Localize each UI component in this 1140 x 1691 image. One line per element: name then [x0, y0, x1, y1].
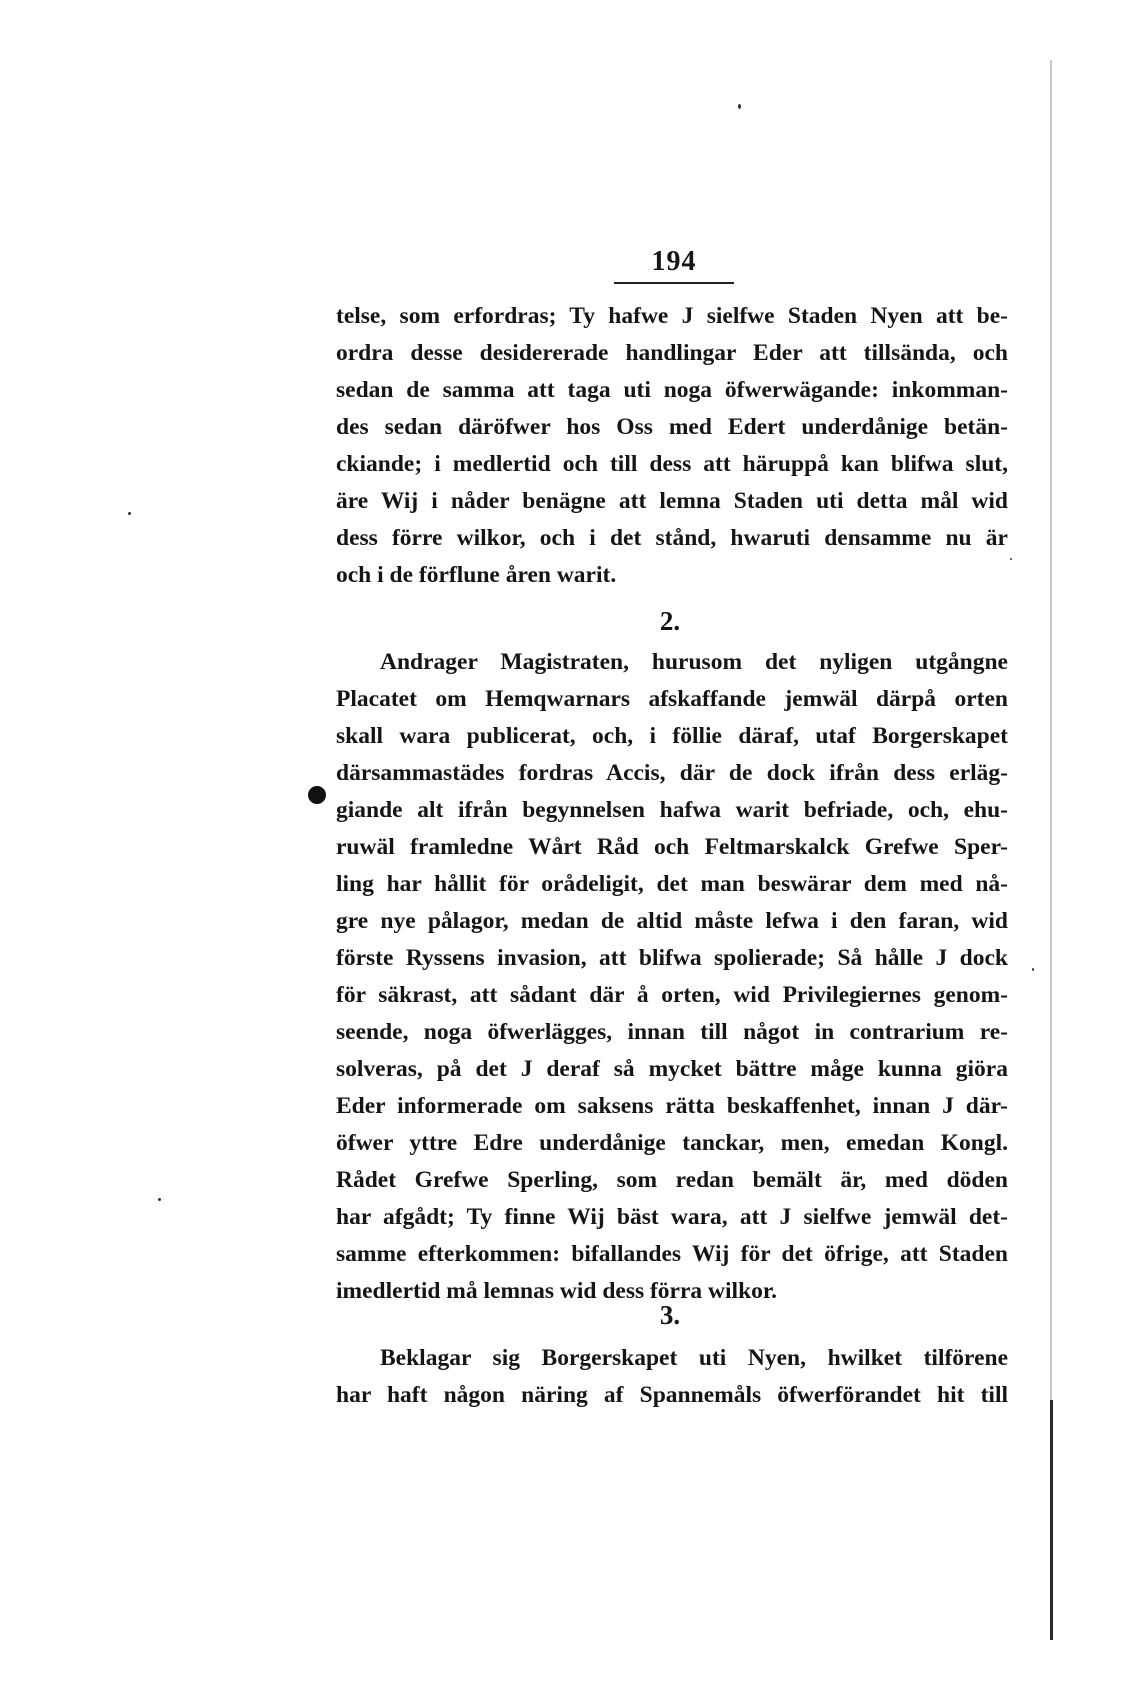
- text-line: ordra desse desidererade handlingar Eder att tillsända, och: [336, 340, 1008, 366]
- text-line: imedlertid må lemnas wid dess förra wilkor.: [336, 1278, 778, 1304]
- section-2-paragraph: [336, 644, 1008, 1310]
- text-line: gre nye pålagor, medan de altid måste lefwa i den faran, wid: [336, 908, 1008, 934]
- scan-speck: [738, 104, 741, 109]
- text-line: ruwäl framledne Wårt Råd och Feltmarskalck Grefwe Sper-: [336, 834, 1008, 860]
- text-line: Beklagar sig Borgerskapet uti Nyen, hwilket tilförene: [380, 1345, 1008, 1371]
- text-line: seende, noga öfwerlägges, innan till något in contrarium re-: [336, 1019, 1008, 1045]
- text-line: därsammastädes fordras Accis, där de dock ifrån dess erläg-: [336, 760, 1008, 786]
- text-line: Placatet om Hemqwarnars afskaffande jemwäl därpå orten: [336, 686, 1008, 712]
- text-line: dess förre wilkor, och i det stånd, hwaruti densamme nu är: [336, 525, 1008, 551]
- scan-speck: [128, 512, 131, 515]
- text-line: har haft någon näring af Spannemåls öfwerförandet hit till: [336, 1382, 1008, 1408]
- text-line: ckiande; i medlertid och till dess att häruppå kan blifwa slut,: [336, 451, 1008, 477]
- text-line: solveras, på det J deraf så mycket bättre måge kunna giöra: [336, 1056, 1008, 1082]
- text-line: äre Wij i nåder benägne att lemna Staden uti detta mål wid: [336, 488, 1008, 514]
- text-line: telse, som erfordras; Ty hafwe J sielfwe Staden Nyen att be-: [336, 303, 1008, 329]
- scan-speck: [158, 1198, 161, 1201]
- text-line: har afgådt; Ty finne Wij bäst wara, att J sielfwe jemwäl det-: [336, 1204, 1008, 1230]
- section-number-2: 2.: [659, 606, 681, 636]
- text-line: förste Ryssens invasion, att blifwa spolierade; Så hålle J dock: [336, 945, 1008, 971]
- header-rule: [614, 282, 734, 284]
- text-line: öfwer yttre Edre underdånige tanckar, men, emedan Kongl.: [336, 1130, 1008, 1156]
- text-line: och i de förflune åren warit.: [336, 562, 617, 588]
- text-line: Andrager Magistraten, hurusom det nyligen utgångne: [380, 649, 1008, 675]
- text-line: skall wara publicerat, och, i föllie däraf, utaf Borgerskapet: [336, 723, 1008, 749]
- page-edge-shadow: [1050, 1400, 1053, 1640]
- text-line: ling har hållit för orådeligit, det man beswärar dem med nå-: [336, 871, 1008, 897]
- text-line: Eder informerade om saksens rätta beskaffenhet, innan J där-: [336, 1093, 1008, 1119]
- scan-speck: [1032, 968, 1034, 971]
- text-line: giande alt ifrån begynnelsen hafwa warit befriade, och, ehu-: [336, 797, 1008, 823]
- page-number: 194: [651, 246, 697, 277]
- section-number-3: 3.: [659, 1300, 681, 1330]
- text-line: des sedan däröfwer hos Oss med Edert underdånige betän-: [336, 414, 1008, 440]
- continuation-paragraph: [336, 298, 1008, 594]
- text-line: samme efterkommen: bifallandes Wij för det öfrige, att Staden: [336, 1241, 1008, 1267]
- ink-blot: [308, 786, 326, 804]
- text-line: för säkrast, att sådant där å orten, wid Privilegiernes genom-: [336, 982, 1008, 1008]
- text-line: Rådet Grefwe Sperling, som redan bemält är, med döden: [336, 1167, 1008, 1193]
- section-3-paragraph: [336, 1340, 1008, 1414]
- text-line: sedan de samma att taga uti noga öfwerwägande: inkomman-: [336, 377, 1008, 403]
- scan-speck: [1010, 558, 1012, 560]
